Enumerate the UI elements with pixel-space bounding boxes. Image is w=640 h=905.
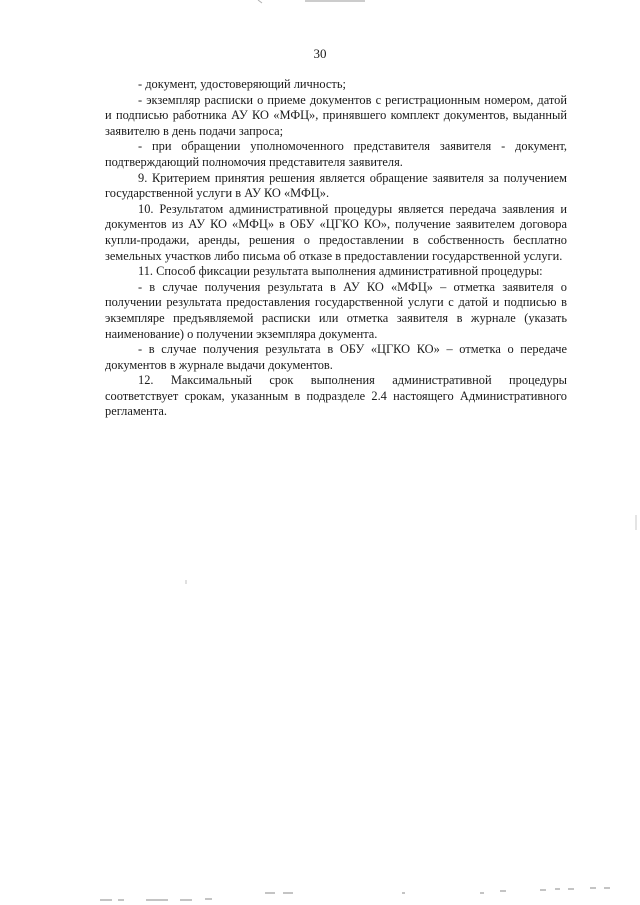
paragraph-result-at-cgko: - в случае получения результата в ОБУ «ЦГКО КО» – отметка о передаче документов в журнале выдачи документов. — [105, 342, 567, 372]
paragraph-result-at-mfc: - в случае получения результата в АУ КО «МФЦ» – отметка заявителя о получении результата предоставления государственной услуги с датой и подписью в экземпляре предъявляемой расписки или отметка заявителя в журнале (указать наименование) о получении экземпляра документа. — [105, 279, 567, 341]
top-scan-tick — [258, 0, 262, 3]
paragraph-max-duration: 12. Максимальный срок выполнения административной процедуры соответствует срокам, указанным в подразделе 2.4 настоящего Административного регламента. — [105, 373, 567, 419]
paragraph-identity-document: - документ, удостоверяющий личность; — [138, 77, 346, 91]
body-text — [105, 77, 567, 420]
paragraph-procedure-result: 10. Результатом административной процедуры является передача заявления и документов из АУ КО «МФЦ» в ОБУ «ЦГКО КО», получение заявителем договора купли-продажи, аренды, решения о предоставлении в собственность бесплатно земельных участков либо письма об отказе в предоставлении государственной услуги. — [105, 201, 567, 263]
paragraph-receipt-copy: - экземпляр расписки о приеме документов с регистрационным номером, датой и подписью работника АУ КО «МФЦ», принявшего комплект документов, выданный заявителю в день подачи запроса; — [105, 92, 567, 138]
paragraph-fixation-method: 11. Способ фиксации результата выполнения административной процедуры: — [138, 264, 543, 279]
paragraph-representative-authority: - при обращении уполномоченного представителя заявителя - документ, подтверждающий полномочия представителя заявителя. — [105, 139, 567, 169]
paragraph-decision-criterion: 9. Критерием принятия решения является обращение заявителя за получением государственной услуги в АУ КО «МФЦ». — [105, 170, 567, 201]
page-number: 30 — [313, 46, 327, 61]
bottom-scan-noise — [100, 888, 610, 900]
